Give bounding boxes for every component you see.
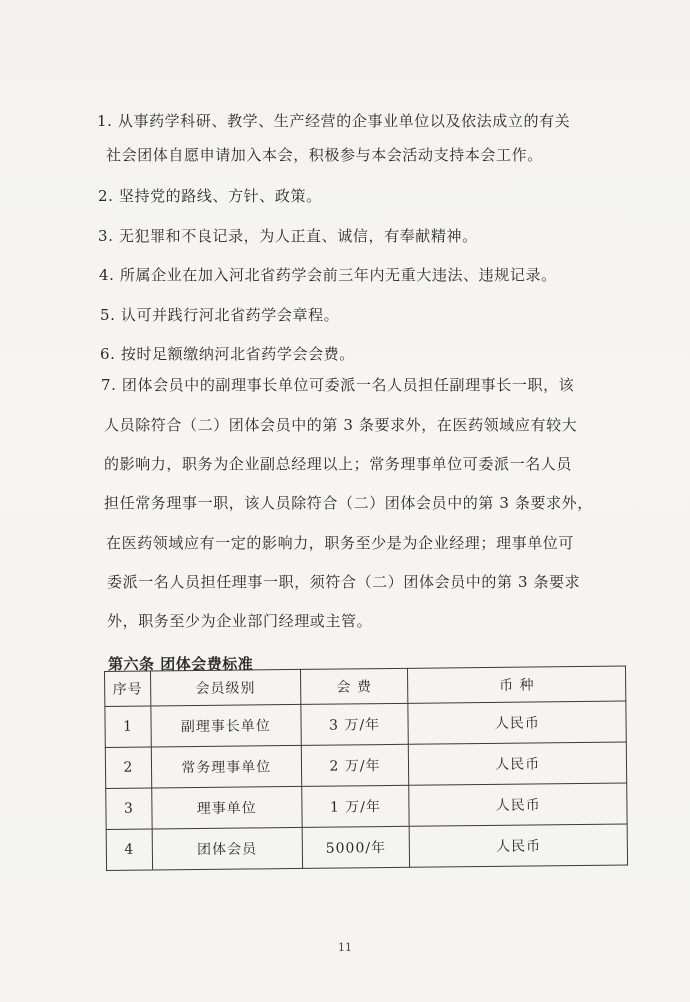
header-currency: 币 种 — [408, 666, 626, 703]
cell-index: 4 — [106, 829, 152, 870]
paragraph-line: 委派一名人员担任理事一职，须符合（二）团体会员中的第 3 条要求 — [107, 573, 581, 591]
cell-currency: 人民币 — [409, 742, 627, 785]
paragraph-line: 在医药领域应有一定的影响力，职务至少是为企业经理；理事单位可 — [106, 534, 575, 552]
table-header-row — [105, 666, 626, 706]
cell-index: 3 — [106, 788, 152, 829]
header-index: 序号 — [105, 671, 151, 706]
cell-fee: 2 万/年 — [301, 744, 409, 786]
cell-index: 2 — [105, 747, 151, 788]
cell-currency: 人民币 — [410, 824, 628, 867]
paragraph-line: 担任常务理事一职，该人员除符合（二）团体会员中的第 3 条要求外， — [104, 494, 593, 512]
header-member-level: 会员级别 — [150, 669, 300, 706]
cell-fee: 3 万/年 — [300, 703, 408, 745]
cell-currency: 人民币 — [408, 701, 626, 744]
cell-member-level: 副理事长单位 — [151, 704, 301, 747]
paragraph-line: 7. 团体会员中的副理事长单位可委派一名人员担任副理事长一职，该 — [101, 376, 575, 394]
header-fee: 会 费 — [300, 668, 408, 704]
paragraph-line: 人员除符合（二）团体会员中的第 3 条要求外，在医药领域应有较大 — [104, 416, 578, 434]
table-row — [106, 783, 627, 829]
paragraph-line: 6. 按时足额缴纳河北省药学会会费。 — [100, 345, 355, 363]
paragraph-line: 3. 无犯罪和不良记录，为人正直、诚信，有奉献精神。 — [98, 227, 478, 245]
table-row — [105, 742, 626, 788]
paragraph-line: 1. 从事药学科研、教学、生产经营的企事业单位以及依法成立的有关 — [97, 112, 571, 130]
paragraph-line: 外，职务至少为企业部门经理或主管。 — [107, 612, 373, 630]
cell-fee: 1 万/年 — [301, 785, 409, 827]
table-row — [105, 701, 626, 747]
paragraph-line: 5. 认可并践行河北省药学会章程。 — [100, 306, 340, 324]
cell-member-level: 理事单位 — [152, 786, 302, 829]
section-title: 第六条 团体会费标准 — [108, 655, 254, 673]
paragraph-line: 2. 坚持党的路线、方针、政策。 — [98, 187, 322, 205]
cell-index: 1 — [105, 706, 151, 747]
cell-currency: 人民币 — [409, 783, 627, 826]
page-number: 11 — [338, 941, 352, 954]
cell-member-level: 常务理事单位 — [151, 745, 301, 788]
paragraph-line: 社会团体自愿申请加入本会，积极参与本会活动支持本会工作。 — [106, 146, 543, 164]
cell-fee: 5000/年 — [302, 826, 410, 868]
table-row — [106, 824, 627, 870]
cell-member-level: 团体会员 — [152, 827, 302, 870]
paragraph-line: 的影响力，职务为企业副总经理以上；常务理事单位可委派一名人员 — [104, 455, 573, 473]
paragraph-line: 4. 所属企业在加入河北省药学会前三年内无重大违法、违规记录。 — [99, 266, 557, 284]
fee-table — [104, 666, 628, 871]
